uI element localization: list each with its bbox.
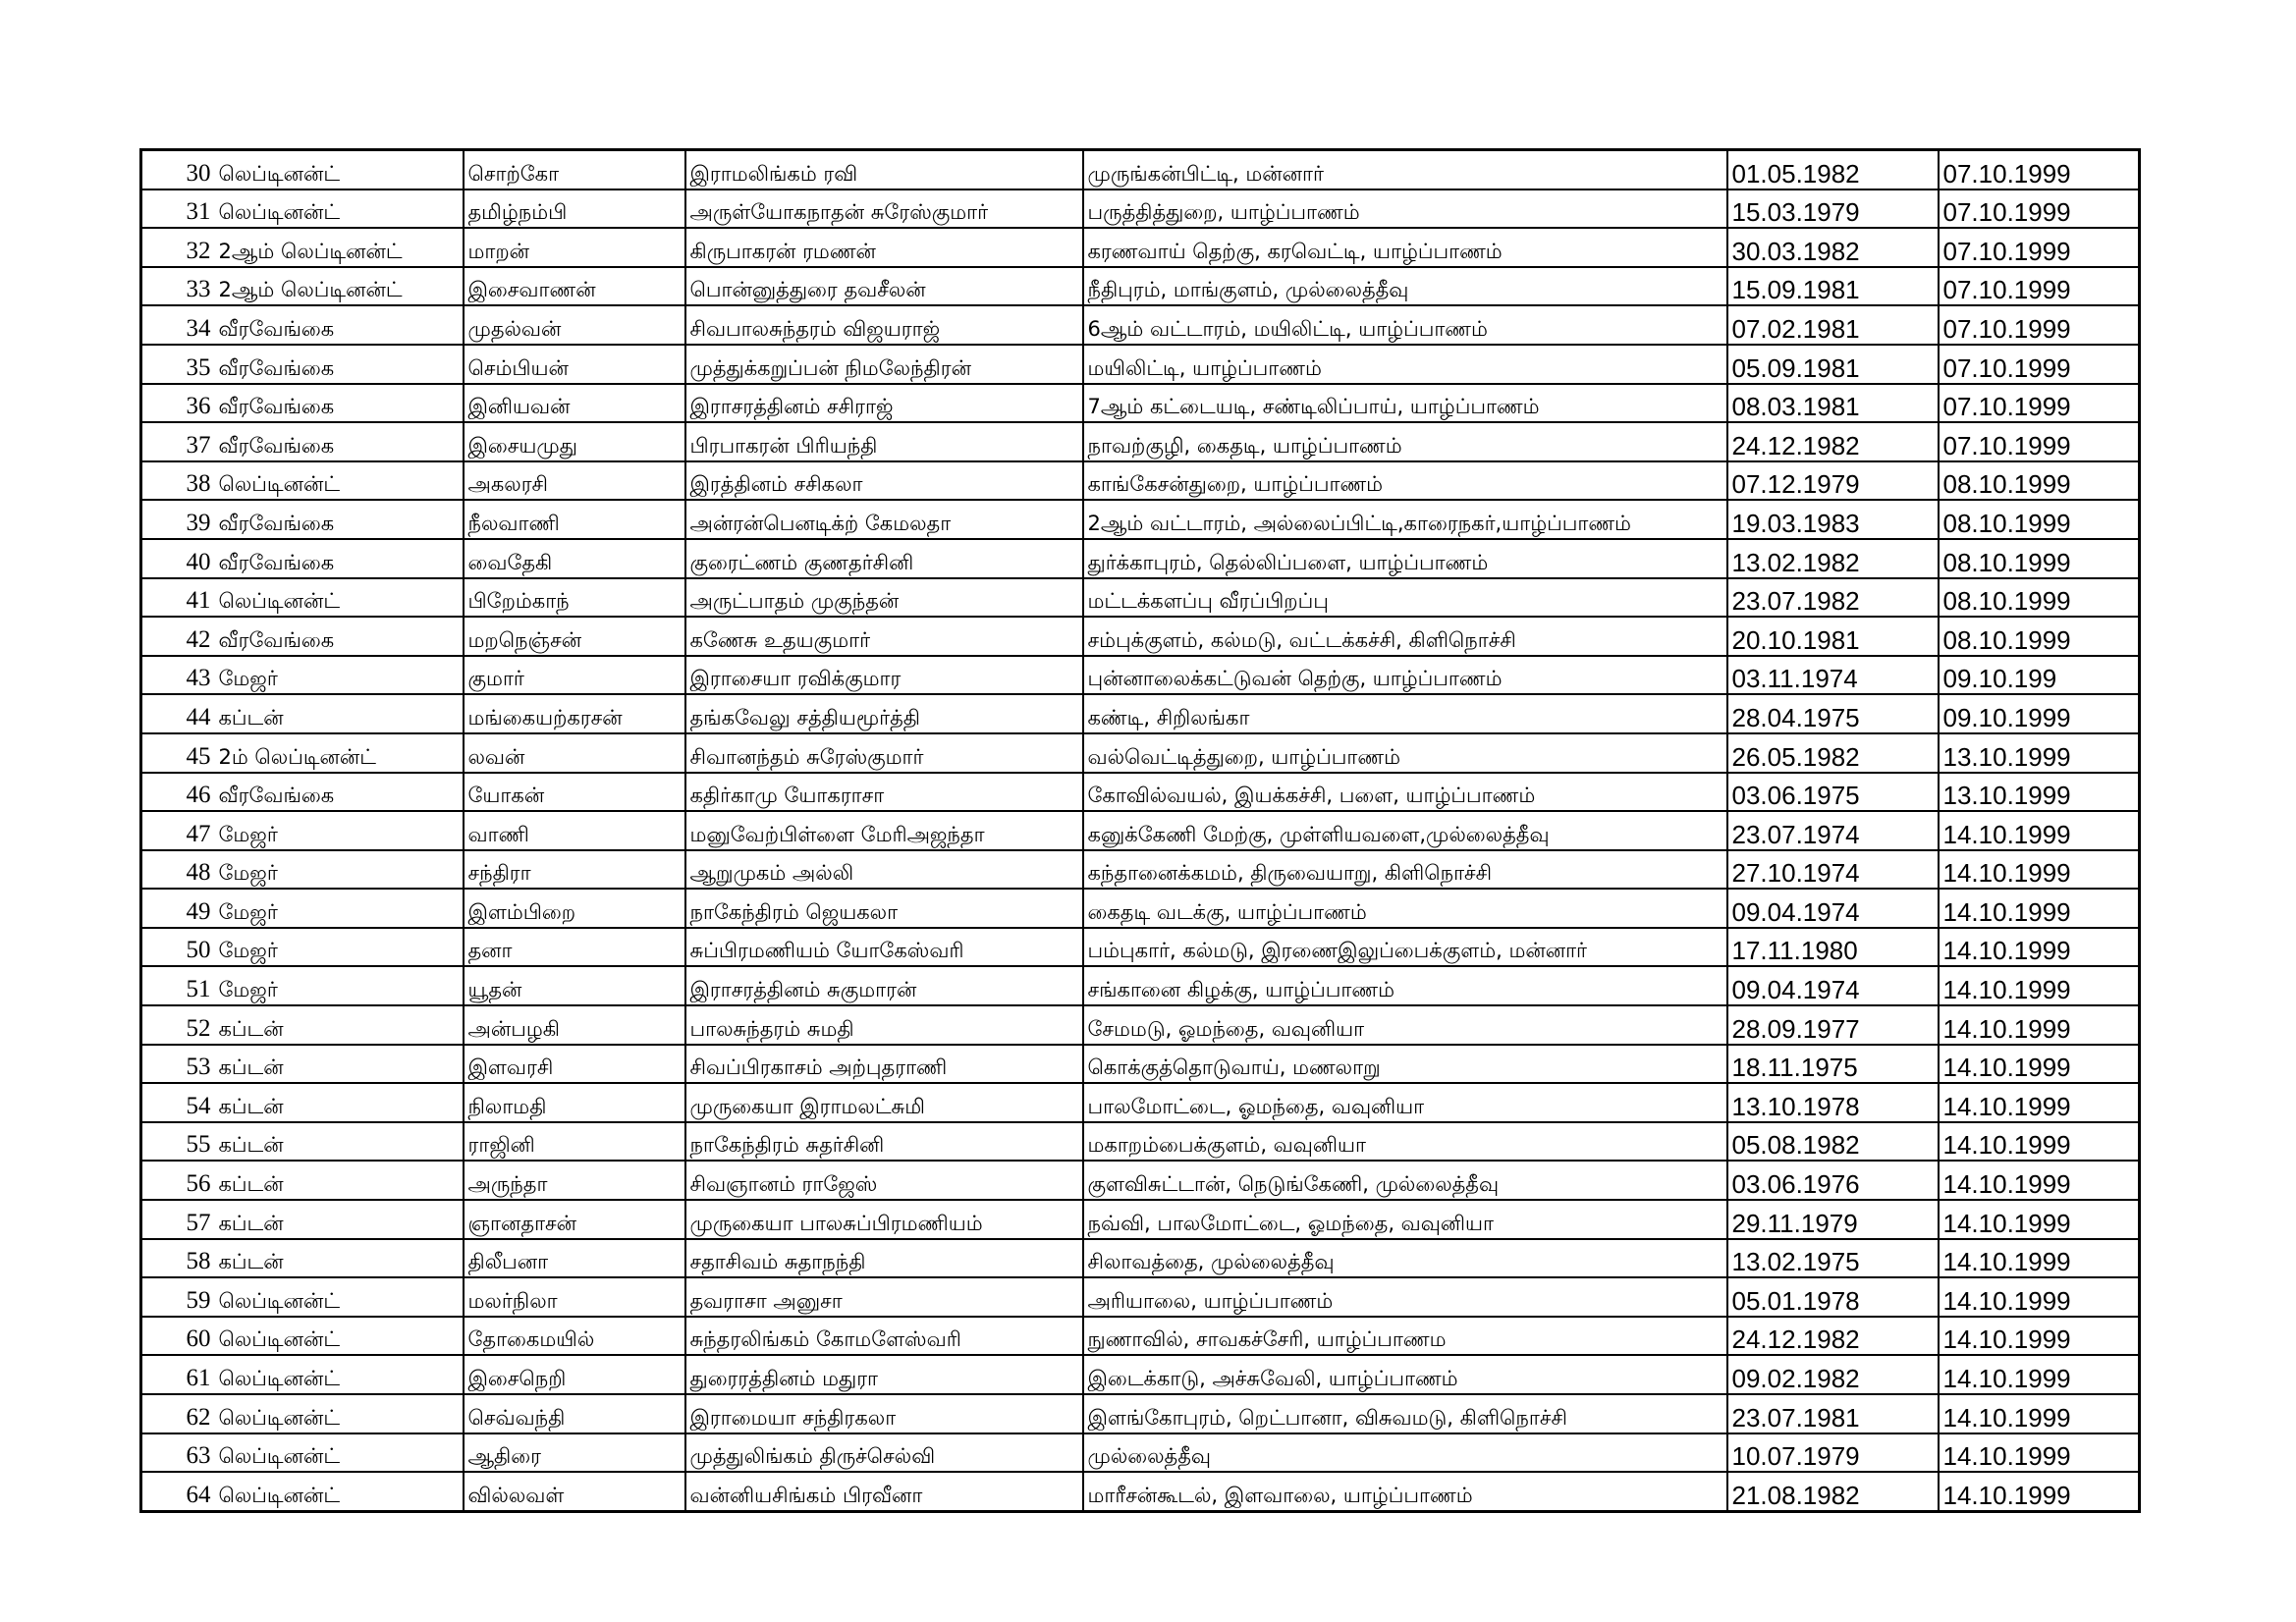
rank-cell: மேஜர் [215, 850, 464, 890]
birth-date-cell: 09.02.1982 [1727, 1355, 1939, 1394]
row-number: 41 [141, 578, 215, 618]
name-cell: மாறன் [464, 228, 685, 267]
rank-cell: லெப்டினன்ட் [215, 461, 464, 501]
death-date-cell: 14.10.1999 [1939, 966, 2140, 1005]
table-row [141, 578, 2140, 618]
table-row [141, 1005, 2140, 1045]
death-date-cell: 14.10.1999 [1939, 1355, 2140, 1394]
row-number: 35 [141, 345, 215, 384]
name-cell: வில்லவள் [464, 1472, 685, 1511]
address-cell: புன்னாலைக்கட்டுவன் தெற்கு, யாழ்ப்பாணம் [1083, 656, 1727, 695]
birth-date-cell: 03.06.1976 [1727, 1161, 1939, 1200]
name-cell: முதல்வன் [464, 305, 685, 345]
death-date-cell: 14.10.1999 [1939, 889, 2140, 928]
death-date-cell: 07.10.1999 [1939, 422, 2140, 461]
address-cell: கொக்குத்தொடுவாய், மணலாறு [1083, 1045, 1727, 1084]
address-cell: பாலமோட்டை, ஓமந்தை, வவுனியா [1083, 1083, 1727, 1122]
table-row [141, 1394, 2140, 1433]
address-cell: நீதிபுரம், மாங்குளம், முல்லைத்தீவு [1083, 267, 1727, 306]
table-row [141, 1472, 2140, 1511]
death-date-cell: 14.10.1999 [1939, 928, 2140, 967]
rank-cell: கப்டன் [215, 1239, 464, 1278]
address-cell: துர்க்காபுரம், தெல்லிப்பளை, யாழ்ப்பாணம் [1083, 539, 1727, 578]
full-name-cell: இராசரத்தினம் சசிராஜ் [685, 384, 1083, 423]
birth-date-cell: 05.09.1981 [1727, 345, 1939, 384]
row-number: 34 [141, 305, 215, 345]
birth-date-cell: 08.03.1981 [1727, 384, 1939, 423]
rank-cell: மேஜர் [215, 928, 464, 967]
death-date-cell: 14.10.1999 [1939, 1122, 2140, 1162]
table-row [141, 1122, 2140, 1162]
table-row [141, 1355, 2140, 1394]
row-number: 56 [141, 1161, 215, 1200]
death-date-cell: 08.10.1999 [1939, 500, 2140, 539]
table-row [141, 1239, 2140, 1278]
birth-date-cell: 15.03.1979 [1727, 189, 1939, 229]
rank-cell: வீரவேங்கை [215, 305, 464, 345]
row-number: 53 [141, 1045, 215, 1084]
row-number: 47 [141, 811, 215, 850]
row-number: 55 [141, 1122, 215, 1162]
name-cell: இசைநெறி [464, 1355, 685, 1394]
records-table [139, 148, 2141, 1513]
full-name-cell: பாலசுந்தரம் சுமதி [685, 1005, 1083, 1045]
address-cell: 7ஆம் கட்டையடி, சண்டிலிப்பாய், யாழ்ப்பாணம் [1083, 384, 1727, 423]
rank-cell: கப்டன் [215, 1122, 464, 1162]
birth-date-cell: 24.12.1982 [1727, 1317, 1939, 1356]
death-date-cell: 08.10.1999 [1939, 461, 2140, 501]
table-row [141, 1200, 2140, 1239]
death-date-cell: 14.10.1999 [1939, 1277, 2140, 1317]
death-date-cell: 14.10.1999 [1939, 1433, 2140, 1473]
death-date-cell: 14.10.1999 [1939, 1472, 2140, 1511]
address-cell: கந்தானைக்கமம், திருவையாறு, கிளிநொச்சி [1083, 850, 1727, 890]
full-name-cell: நாகேந்திரம் ஜெயகலா [685, 889, 1083, 928]
table-row [141, 189, 2140, 229]
birth-date-cell: 09.04.1974 [1727, 889, 1939, 928]
table-row [141, 384, 2140, 423]
name-cell: யூதன் [464, 966, 685, 1005]
table-row [141, 617, 2140, 656]
table-row [141, 422, 2140, 461]
death-date-cell: 08.10.1999 [1939, 578, 2140, 618]
address-cell: கோவில்வயல், இயக்கச்சி, பளை, யாழ்ப்பாணம் [1083, 773, 1727, 812]
table-row [141, 305, 2140, 345]
rank-cell: வீரவேங்கை [215, 617, 464, 656]
name-cell: தனா [464, 928, 685, 967]
birth-date-cell: 13.02.1982 [1727, 539, 1939, 578]
table-row [141, 733, 2140, 773]
row-number: 64 [141, 1472, 215, 1511]
address-cell: நவ்வி, பாலமோட்டை, ஓமந்தை, வவுனியா [1083, 1200, 1727, 1239]
row-number: 39 [141, 500, 215, 539]
rank-cell: வீரவேங்கை [215, 345, 464, 384]
death-date-cell: 07.10.1999 [1939, 345, 2140, 384]
full-name-cell: இராமையா சந்திரகலா [685, 1394, 1083, 1433]
address-cell: காங்கேசன்துறை, யாழ்ப்பாணம் [1083, 461, 1727, 501]
name-cell: தமிழ்நம்பி [464, 189, 685, 229]
rank-cell: லெப்டினன்ட் [215, 189, 464, 229]
death-date-cell: 09.10.199 [1939, 656, 2140, 695]
death-date-cell: 08.10.1999 [1939, 617, 2140, 656]
row-number: 59 [141, 1277, 215, 1317]
rank-cell: 2ம் லெப்டினன்ட் [215, 733, 464, 773]
rank-cell: 2ஆம் லெப்டினன்ட் [215, 267, 464, 306]
row-number: 51 [141, 966, 215, 1005]
rank-cell: மேஜர் [215, 889, 464, 928]
address-cell: சங்கானை கிழக்கு, யாழ்ப்பாணம் [1083, 966, 1727, 1005]
birth-date-cell: 27.10.1974 [1727, 850, 1939, 890]
row-number: 40 [141, 539, 215, 578]
table-row [141, 694, 2140, 733]
birth-date-cell: 07.12.1979 [1727, 461, 1939, 501]
row-number: 58 [141, 1239, 215, 1278]
address-cell: பம்புகார், கல்மடு, இரணைஇலுப்பைக்குளம், மன்னார் [1083, 928, 1727, 967]
death-date-cell: 08.10.1999 [1939, 539, 2140, 578]
rank-cell: லெப்டினன்ட் [215, 1433, 464, 1473]
address-cell: வல்வெட்டித்துறை, யாழ்ப்பாணம் [1083, 733, 1727, 773]
address-cell: மகாறம்பைக்குளம், வவுனியா [1083, 1122, 1727, 1162]
full-name-cell: இரத்தினம் சசிகலா [685, 461, 1083, 501]
rank-cell: மேஜர் [215, 656, 464, 695]
table-row [141, 889, 2140, 928]
name-cell: இசையமுது [464, 422, 685, 461]
name-cell: ராஜினி [464, 1122, 685, 1162]
birth-date-cell: 01.05.1982 [1727, 150, 1939, 189]
name-cell: மலர்நிலா [464, 1277, 685, 1317]
birth-date-cell: 17.11.1980 [1727, 928, 1939, 967]
full-name-cell: முருகையா இராமலட்சுமி [685, 1083, 1083, 1122]
birth-date-cell: 23.07.1974 [1727, 811, 1939, 850]
address-cell: கண்டி, சிறிலங்கா [1083, 694, 1727, 733]
full-name-cell: மனுவேற்பிள்ளை மேரிஅஜந்தா [685, 811, 1083, 850]
death-date-cell: 14.10.1999 [1939, 1394, 2140, 1433]
full-name-cell: இராசையா ரவிக்குமார [685, 656, 1083, 695]
row-number: 31 [141, 189, 215, 229]
rank-cell: வீரவேங்கை [215, 773, 464, 812]
rank-cell: கப்டன் [215, 694, 464, 733]
rank-cell: லெப்டினன்ட் [215, 150, 464, 189]
name-cell: ஆதிரை [464, 1433, 685, 1473]
name-cell: அன்பழகி [464, 1005, 685, 1045]
death-date-cell: 13.10.1999 [1939, 733, 2140, 773]
row-number: 33 [141, 267, 215, 306]
address-cell: அரியாலை, யாழ்ப்பாணம் [1083, 1277, 1727, 1317]
rank-cell: லெப்டினன்ட் [215, 1317, 464, 1356]
name-cell: வாணி [464, 811, 685, 850]
name-cell: வைதேகி [464, 539, 685, 578]
rank-cell: மேஜர் [215, 966, 464, 1005]
death-date-cell: 07.10.1999 [1939, 384, 2140, 423]
full-name-cell: குரைட்ணம் குணதர்சினி [685, 539, 1083, 578]
birth-date-cell: 28.09.1977 [1727, 1005, 1939, 1045]
address-cell: மாரீசன்கூடல், இளவாலை, யாழ்ப்பாணம் [1083, 1472, 1727, 1511]
death-date-cell: 07.10.1999 [1939, 267, 2140, 306]
rank-cell: கப்டன் [215, 1200, 464, 1239]
address-cell: இளங்கோபுரம், றெட்பானா, விசுவமடு, கிளிநொச்சி [1083, 1394, 1727, 1433]
row-number: 60 [141, 1317, 215, 1356]
full-name-cell: அருட்பாதம் முகுந்தன் [685, 578, 1083, 618]
death-date-cell: 14.10.1999 [1939, 1005, 2140, 1045]
table-row [141, 850, 2140, 890]
birth-date-cell: 20.10.1981 [1727, 617, 1939, 656]
rank-cell: வீரவேங்கை [215, 422, 464, 461]
death-date-cell: 07.10.1999 [1939, 228, 2140, 267]
rank-cell: வீரவேங்கை [215, 500, 464, 539]
table-row [141, 966, 2140, 1005]
death-date-cell: 14.10.1999 [1939, 1161, 2140, 1200]
birth-date-cell: 03.11.1974 [1727, 656, 1939, 695]
address-cell: நுணாவில், சாவகச்சேரி, யாழ்ப்பாணம [1083, 1317, 1727, 1356]
full-name-cell: சிவானந்தம் சுரேஸ்குமார் [685, 733, 1083, 773]
name-cell: யோகன் [464, 773, 685, 812]
address-cell: மட்டக்களப்பு வீரப்பிறப்பு [1083, 578, 1727, 618]
death-date-cell: 14.10.1999 [1939, 1083, 2140, 1122]
full-name-cell: பிரபாகரன் பிரியந்தி [685, 422, 1083, 461]
table-row [141, 1045, 2140, 1084]
row-number: 32 [141, 228, 215, 267]
birth-date-cell: 03.06.1975 [1727, 773, 1939, 812]
row-number: 30 [141, 150, 215, 189]
name-cell: இனியவன் [464, 384, 685, 423]
death-date-cell: 07.10.1999 [1939, 189, 2140, 229]
name-cell: செவ்வந்தி [464, 1394, 685, 1433]
address-cell: நாவற்குழி, கைதடி, யாழ்ப்பாணம் [1083, 422, 1727, 461]
birth-date-cell: 21.08.1982 [1727, 1472, 1939, 1511]
row-number: 38 [141, 461, 215, 501]
birth-date-cell: 30.03.1982 [1727, 228, 1939, 267]
address-cell: சேமமடு, ஓமந்தை, வவுனியா [1083, 1005, 1727, 1045]
table-row [141, 928, 2140, 967]
rank-cell: லெப்டினன்ட் [215, 1394, 464, 1433]
table-row [141, 1277, 2140, 1317]
birth-date-cell: 13.02.1975 [1727, 1239, 1939, 1278]
name-cell: இசைவாணன் [464, 267, 685, 306]
row-number: 54 [141, 1083, 215, 1122]
full-name-cell: இராசரத்தினம் சுகுமாரன் [685, 966, 1083, 1005]
row-number: 52 [141, 1005, 215, 1045]
address-cell: கனுக்கேணி மேற்கு, முள்ளியவளை,முல்லைத்தீவு [1083, 811, 1727, 850]
rank-cell: கப்டன் [215, 1161, 464, 1200]
name-cell: மங்கையற்கரசன் [464, 694, 685, 733]
name-cell: பிறேம்காந் [464, 578, 685, 618]
birth-date-cell: 13.10.1978 [1727, 1083, 1939, 1122]
table-row [141, 773, 2140, 812]
birth-date-cell: 23.07.1982 [1727, 578, 1939, 618]
full-name-cell: முத்துலிங்கம் திருச்செல்வி [685, 1433, 1083, 1473]
address-cell: கைதடி வடக்கு, யாழ்ப்பாணம் [1083, 889, 1727, 928]
row-number: 42 [141, 617, 215, 656]
birth-date-cell: 05.01.1978 [1727, 1277, 1939, 1317]
full-name-cell: முருகையா பாலசுப்பிரமணியம் [685, 1200, 1083, 1239]
rank-cell: 2ஆம் லெப்டினன்ட் [215, 228, 464, 267]
full-name-cell: சிவப்பிரகாசம் அற்புதராணி [685, 1045, 1083, 1084]
full-name-cell: சுப்பிரமணியம் யோகேஸ்வரி [685, 928, 1083, 967]
name-cell: நீலவாணி [464, 500, 685, 539]
row-number: 46 [141, 773, 215, 812]
full-name-cell: சுந்தரலிங்கம் கோமளேஸ்வரி [685, 1317, 1083, 1356]
name-cell: அகலரசி [464, 461, 685, 501]
rank-cell: கப்டன் [215, 1083, 464, 1122]
records-table-body [141, 150, 2140, 1512]
birth-date-cell: 26.05.1982 [1727, 733, 1939, 773]
death-date-cell: 14.10.1999 [1939, 1317, 2140, 1356]
death-date-cell: 14.10.1999 [1939, 1045, 2140, 1084]
row-number: 44 [141, 694, 215, 733]
table-row [141, 811, 2140, 850]
table-row [141, 1433, 2140, 1473]
table-row [141, 1317, 2140, 1356]
address-cell: சம்புக்குளம், கல்மடு, வட்டக்கச்சி, கிளிநொச்சி [1083, 617, 1727, 656]
birth-date-cell: 19.03.1983 [1727, 500, 1939, 539]
full-name-cell: தங்கவேலு சத்தியமூர்த்தி [685, 694, 1083, 733]
birth-date-cell: 09.04.1974 [1727, 966, 1939, 1005]
address-cell: மயிலிட்டி, யாழ்ப்பாணம் [1083, 345, 1727, 384]
name-cell: சந்திரா [464, 850, 685, 890]
name-cell: மறநெஞ்சன் [464, 617, 685, 656]
address-cell: முல்லைத்தீவு [1083, 1433, 1727, 1473]
birth-date-cell: 05.08.1982 [1727, 1122, 1939, 1162]
name-cell: லவன் [464, 733, 685, 773]
row-number: 50 [141, 928, 215, 967]
rank-cell: லெப்டினன்ட் [215, 1355, 464, 1394]
rank-cell: லெப்டினன்ட் [215, 578, 464, 618]
full-name-cell: கதிர்காமு யோகராசா [685, 773, 1083, 812]
name-cell: இளம்பிறை [464, 889, 685, 928]
full-name-cell: முத்துக்கறுப்பன் நிமலேந்திரன் [685, 345, 1083, 384]
full-name-cell: ஆறுமுகம் அல்லி [685, 850, 1083, 890]
full-name-cell: அன்ரன்பெனடிக்ற் கேமலதா [685, 500, 1083, 539]
name-cell: இளவரசி [464, 1045, 685, 1084]
birth-date-cell: 10.07.1979 [1727, 1433, 1939, 1473]
full-name-cell: சிவஞானம் ராஜேஸ் [685, 1161, 1083, 1200]
full-name-cell: கணேசு உதயகுமார் [685, 617, 1083, 656]
table-row [141, 228, 2140, 267]
name-cell: திலீபனா [464, 1239, 685, 1278]
rank-cell: கப்டன் [215, 1045, 464, 1084]
full-name-cell: கிருபாகரன் ரமணன் [685, 228, 1083, 267]
table-row [141, 267, 2140, 306]
table-row [141, 656, 2140, 695]
row-number: 49 [141, 889, 215, 928]
rank-cell: வீரவேங்கை [215, 539, 464, 578]
row-number: 37 [141, 422, 215, 461]
full-name-cell: வன்னியசிங்கம் பிரவீனா [685, 1472, 1083, 1511]
birth-date-cell: 18.11.1975 [1727, 1045, 1939, 1084]
full-name-cell: பொன்னுத்துரை தவசீலன் [685, 267, 1083, 306]
address-cell: முருங்கன்பிட்டி, மன்னார் [1083, 150, 1727, 189]
full-name-cell: அருள்யோகநாதன் சுரேஸ்குமார் [685, 189, 1083, 229]
death-date-cell: 14.10.1999 [1939, 1239, 2140, 1278]
table-row [141, 345, 2140, 384]
full-name-cell: துரைரத்தினம் மதுரா [685, 1355, 1083, 1394]
birth-date-cell: 28.04.1975 [1727, 694, 1939, 733]
address-cell: குளவிசுட்டான், நெடுங்கேணி, முல்லைத்தீவு [1083, 1161, 1727, 1200]
death-date-cell: 07.10.1999 [1939, 150, 2140, 189]
full-name-cell: சிவபாலசுந்தரம் விஜயராஜ் [685, 305, 1083, 345]
row-number: 61 [141, 1355, 215, 1394]
death-date-cell: 09.10.1999 [1939, 694, 2140, 733]
full-name-cell: தவராசா அனுசா [685, 1277, 1083, 1317]
address-cell: சிலாவத்தை, முல்லைத்தீவு [1083, 1239, 1727, 1278]
death-date-cell: 07.10.1999 [1939, 305, 2140, 345]
row-number: 57 [141, 1200, 215, 1239]
death-date-cell: 13.10.1999 [1939, 773, 2140, 812]
row-number: 62 [141, 1394, 215, 1433]
birth-date-cell: 23.07.1981 [1727, 1394, 1939, 1433]
table-row [141, 1083, 2140, 1122]
rank-cell: கப்டன் [215, 1005, 464, 1045]
row-number: 43 [141, 656, 215, 695]
table-row [141, 150, 2140, 189]
rank-cell: மேஜர் [215, 811, 464, 850]
name-cell: குமார் [464, 656, 685, 695]
address-cell: இடைக்காடு, அச்சுவேலி, யாழ்ப்பாணம் [1083, 1355, 1727, 1394]
row-number: 45 [141, 733, 215, 773]
name-cell: சொற்கோ [464, 150, 685, 189]
death-date-cell: 14.10.1999 [1939, 850, 2140, 890]
table-row [141, 539, 2140, 578]
row-number: 63 [141, 1433, 215, 1473]
birth-date-cell: 29.11.1979 [1727, 1200, 1939, 1239]
table-row [141, 461, 2140, 501]
rank-cell: வீரவேங்கை [215, 384, 464, 423]
row-number: 48 [141, 850, 215, 890]
death-date-cell: 14.10.1999 [1939, 811, 2140, 850]
full-name-cell: நாகேந்திரம் சுதர்சினி [685, 1122, 1083, 1162]
address-cell: கரணவாய் தெற்கு, கரவெட்டி, யாழ்ப்பாணம் [1083, 228, 1727, 267]
birth-date-cell: 15.09.1981 [1727, 267, 1939, 306]
name-cell: செம்பியன் [464, 345, 685, 384]
birth-date-cell: 07.02.1981 [1727, 305, 1939, 345]
row-number: 36 [141, 384, 215, 423]
death-date-cell: 14.10.1999 [1939, 1200, 2140, 1239]
table-row [141, 1161, 2140, 1200]
name-cell: அருந்தா [464, 1161, 685, 1200]
table-row [141, 500, 2140, 539]
address-cell: பருத்தித்துறை, யாழ்ப்பாணம் [1083, 189, 1727, 229]
name-cell: ஞானதாசன் [464, 1200, 685, 1239]
birth-date-cell: 24.12.1982 [1727, 422, 1939, 461]
full-name-cell: இராமலிங்கம் ரவி [685, 150, 1083, 189]
name-cell: தோகைமயில் [464, 1317, 685, 1356]
address-cell: 6ஆம் வட்டாரம், மயிலிட்டி, யாழ்ப்பாணம் [1083, 305, 1727, 345]
name-cell: நிலாமதி [464, 1083, 685, 1122]
address-cell: 2ஆம் வட்டாரம், அல்லைப்பிட்டி,காரைநகர்,யாழ்ப்பாணம் [1083, 500, 1727, 539]
rank-cell: லெப்டினன்ட் [215, 1277, 464, 1317]
rank-cell: லெப்டினன்ட் [215, 1472, 464, 1511]
full-name-cell: சதாசிவம் சுதாநந்தி [685, 1239, 1083, 1278]
